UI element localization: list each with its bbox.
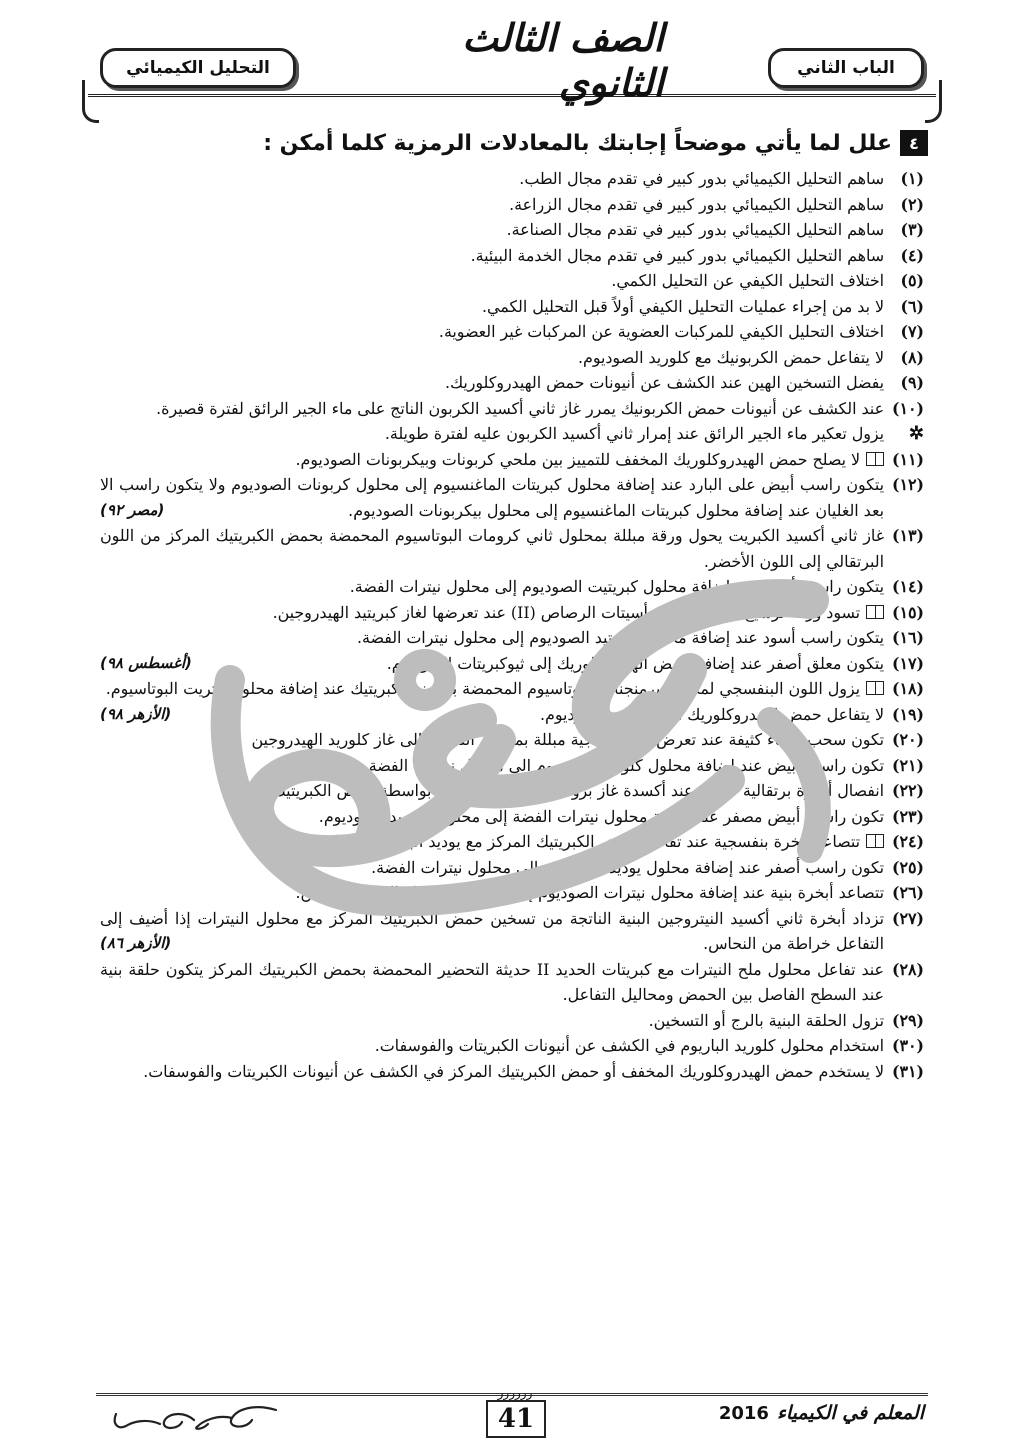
item-text: اختلاف التحليل الكيفي للمركبات العضوية عن المركبات غير العضوية. <box>438 322 884 341</box>
item-number: (٥) <box>900 271 924 290</box>
book-title: المعلم في الكيمياء <box>776 1402 924 1424</box>
list-item <box>100 166 924 192</box>
item-text: لا يتفاعل حمض الكربونيك مع كلوريد الصوديوم. <box>578 347 884 367</box>
question-number: ٤ <box>900 130 928 156</box>
list-item <box>100 396 924 422</box>
list-item <box>100 192 924 218</box>
item-number: (٣) <box>900 220 924 239</box>
list-item <box>100 1033 924 1059</box>
list-item <box>100 880 924 906</box>
list-item <box>100 319 924 345</box>
item-text: يتكون راسب أبيض عند إضافة محلول كبريتيت الصوديوم إلى محلول نيترات الفضة. <box>349 577 884 596</box>
item-number: (١٤) <box>892 577 924 596</box>
question-items <box>100 166 924 1084</box>
exam-reference-badge: (الأزهر ٩٨) <box>100 704 172 723</box>
item-number: (٢٤) <box>892 832 924 851</box>
item-text: تكون راسب أبيض عند إضافة محلول كلوريد الصوديوم إلى محلول نيترات الفضة. <box>363 755 884 775</box>
exam-reference-badge: (مصر ٩٢) <box>100 500 165 519</box>
item-text: غاز ثاني أكسيد الكبريت يحول ورقة مبللة بمحلول ثاني كرومات البوتاسيوم المحمضة بحمض الكبريتيك المركز من اللون البرتقالي إلى اللون الأخضر. <box>100 526 884 571</box>
item-number: (٢٢) <box>892 781 924 800</box>
item-text: اختلاف التحليل الكيفي عن التحليل الكمي. <box>611 271 884 290</box>
list-item <box>100 294 924 320</box>
list-item <box>100 804 924 830</box>
item-text: تكون سحب بيضاء كثيفة عند تعرض ساق زجاجية مبللة بمحلول النشادر إلى غاز كلوريد الهيدروجين <box>251 730 884 749</box>
item-number: (٩) <box>900 373 924 392</box>
item-number: (٢٦) <box>892 883 924 902</box>
item-text: تزول الحلقة البنية بالرج أو التسخين. <box>648 1010 884 1030</box>
item-number: (٢٩) <box>892 1010 924 1030</box>
list-item <box>100 753 924 779</box>
item-number: (١٧) <box>892 653 924 673</box>
list-item <box>100 447 924 473</box>
item-number: (٤) <box>900 245 924 265</box>
item-number: (٧) <box>900 322 924 341</box>
list-item <box>100 370 924 396</box>
list-item <box>100 906 924 957</box>
item-number: (٣١) <box>892 1061 924 1081</box>
list-item <box>100 472 924 523</box>
list-item <box>100 829 924 855</box>
list-item <box>100 957 924 1008</box>
item-text: تتصاعد أبخرة بنفسجية عند تفاعل حمض الكبريتيك المركز مع يوديد البوتاسيوم والتسخين. <box>283 832 860 851</box>
list-item <box>100 268 924 294</box>
item-text: تسود ورقة ترشيح مبللة بمحلول أسيتات الرصاص (II) عند تعرضها لغاز كبريتيد الهيدروجين. <box>272 602 860 622</box>
question-title: علل لما يأتي موضحاً إجابتك بالمعادلات الرمزية كلما أمكن : <box>263 130 892 156</box>
list-item <box>100 855 924 881</box>
item-number: (٣٠) <box>892 1036 924 1055</box>
book-icon <box>866 834 884 848</box>
question-heading <box>263 128 928 158</box>
item-number: (٢٥) <box>892 857 924 877</box>
item-text: ساهم التحليل الكيميائي بدور كبير في تقدم مجال الطب. <box>519 169 884 188</box>
book-icon <box>866 681 884 695</box>
item-text: استخدام محلول كلوريد الباريوم في الكشف عن أنيونات الكبريتات والفوسفات. <box>374 1036 884 1055</box>
item-number: (٢١) <box>892 755 924 775</box>
list-item <box>100 421 924 447</box>
item-text: لا يصلح حمض الهيدروكلوريك المخفف للتمييز بين ملحي كربونات وبيكربونات الصوديوم. <box>295 449 860 469</box>
item-number: (١٦) <box>892 628 924 647</box>
item-text: يزول تعكير ماء الجير الرائق عند إمرار ثاني أكسيد الكربون عليه لفترة طويلة. <box>384 424 884 443</box>
item-number: (٢٣) <box>892 806 924 826</box>
page-header <box>0 15 1024 110</box>
item-text: لا يتفاعل حمض الهيدروكلوريك مع كبريتات الصوديوم. <box>540 704 884 724</box>
list-item <box>100 1059 924 1085</box>
item-number: (١) <box>900 169 924 188</box>
list-item <box>100 345 924 371</box>
list-item <box>100 727 924 753</box>
book-icon <box>866 452 884 466</box>
item-number: (٦) <box>900 296 924 316</box>
item-number: (٢٠) <box>892 730 924 749</box>
item-text: يفضل التسخين الهين عند الكشف عن أنيونات حمض الهيدروكلوريك. <box>445 373 884 392</box>
list-item <box>100 600 924 626</box>
item-text: لا بد من إجراء عمليات التحليل الكيفي أولاً قبل التحليل الكمي. <box>482 296 884 316</box>
item-text: يتكون راسب أسود عند إضافة محلول كبريتيد الصوديوم إلى محلول نيترات الفضة. <box>357 628 884 647</box>
subject-label: التحليل الكيميائي <box>100 48 296 88</box>
item-text: يزول اللون البنفسجي لمحلول برمنجنات البوتاسيوم المحمضة بحمض الكبريتيك عند إضافة محلول نيتريت البوتاسيوم. <box>105 679 860 698</box>
item-number: (٨) <box>900 347 924 367</box>
item-number: (١٣) <box>892 526 924 545</box>
item-text: ساهم التحليل الكيميائي بدور كبير في تقدم مجال الزراعة. <box>509 194 884 214</box>
item-text: تكون راسب أصفر عند إضافة محلول يوديد الصوديوم إلى محلول نيترات الفضة. <box>371 857 884 877</box>
item-text: تزداد أبخرة ثاني أكسيد النيتروجين البنية الناتجة من تسخين حمض الكبريتيك المركز مع محلول النيترات إذا أضيف إلى التفاعل خراطة من النحاس. <box>100 908 884 953</box>
item-text: عند الكشف عن أنيونات حمض الكربونيك يمرر غاز ثاني أكسيد الكربون الناتج على ماء الجير الرائق لفترة قصيرة. <box>156 398 884 418</box>
list-item <box>100 523 924 574</box>
page-number-ornament: ﺭﺭﺭﺭﺭﺭ <box>497 1386 533 1400</box>
item-text: لا يستخدم حمض الهيدروكلوريك المخفف أو حمض الكبريتيك المركز في الكشف عن أنيونات الكبريتات والفوسفات. <box>143 1061 884 1081</box>
item-text: ساهم التحليل الكيميائي بدور كبير في تقدم مجال الصناعة. <box>506 220 884 239</box>
list-item <box>100 243 924 269</box>
item-number: (٢٧) <box>892 908 924 928</box>
item-number: (٢٨) <box>892 959 924 979</box>
list-item <box>100 702 924 728</box>
list-item <box>100 625 924 651</box>
item-text: يتكون راسب أبيض على البارد عند إضافة محلول كبريتات الماغنسيوم إلى محلول كربونات الصوديوم ولا يتكون راسب الا بعد الغليان عند إضافة محلول كبريتات الماغنسيوم إلى محلول بيكربونات الصوديوم. <box>100 475 884 520</box>
book-footer <box>719 1402 924 1424</box>
book-icon <box>866 605 884 619</box>
chapter-label: الباب الثاني <box>768 48 924 88</box>
exam-reference-badge: (الأزهر ٨٦) <box>100 934 172 952</box>
item-number: (١٥) <box>892 602 924 622</box>
asterisk-icon: ✲ <box>908 423 924 444</box>
item-text: انفصال أبخرة برتقالية حمراء عند أكسدة غاز بروميد الهيدروجين جزئياً بواسطة حمض الكبريتيك. <box>267 781 884 800</box>
item-text: تتصاعد أبخرة بنية عند إضافة محلول نيترات الصوديوم إلى حمض الكبريتيك المركز الساخن. <box>295 883 884 902</box>
item-number: (١٢) <box>892 475 924 494</box>
item-text: عند تفاعل محلول ملح النيترات مع كبريتات الحديد II حديثة التحضير المحمضة بحمض الكبريتيك المركز يتكون حلقة بنية عند السطح الفاصل بين الحمض ومحاليل التفاعل. <box>100 959 884 1004</box>
header-corner-left <box>82 80 99 123</box>
item-number: (١٨) <box>892 679 924 698</box>
book-year: 2016 <box>718 1402 769 1424</box>
exam-reference-badge: (أغسطس ٩٨) <box>100 653 192 672</box>
item-text: يتكون معلق أصفر عند إضافة حمض الهيدروكلوريك إلى ثيوكبريتات الصوديوم. <box>386 653 884 673</box>
list-item <box>100 574 924 600</box>
page-number: 41 <box>486 1400 546 1438</box>
list-item <box>100 778 924 804</box>
item-number: (١٠) <box>892 398 924 418</box>
item-number: (١٩) <box>892 704 924 724</box>
grade-title: الصف الثالث الثانوي <box>462 15 664 105</box>
list-item <box>100 217 924 243</box>
list-item <box>100 676 924 702</box>
header-corner-right <box>925 80 942 123</box>
item-text: تكون راسب أبيض مصفر عند إضافة محلول نيترات الفضة إلى محلول بروميد الصوديوم. <box>318 806 884 826</box>
list-item <box>100 1008 924 1034</box>
list-item <box>100 651 924 677</box>
item-text: ساهم التحليل الكيميائي بدور كبير في تقدم مجال الخدمة البيئية. <box>470 245 884 265</box>
item-number: (١١) <box>892 449 924 469</box>
author-signature <box>106 1400 286 1434</box>
item-number: (٢) <box>900 194 924 214</box>
